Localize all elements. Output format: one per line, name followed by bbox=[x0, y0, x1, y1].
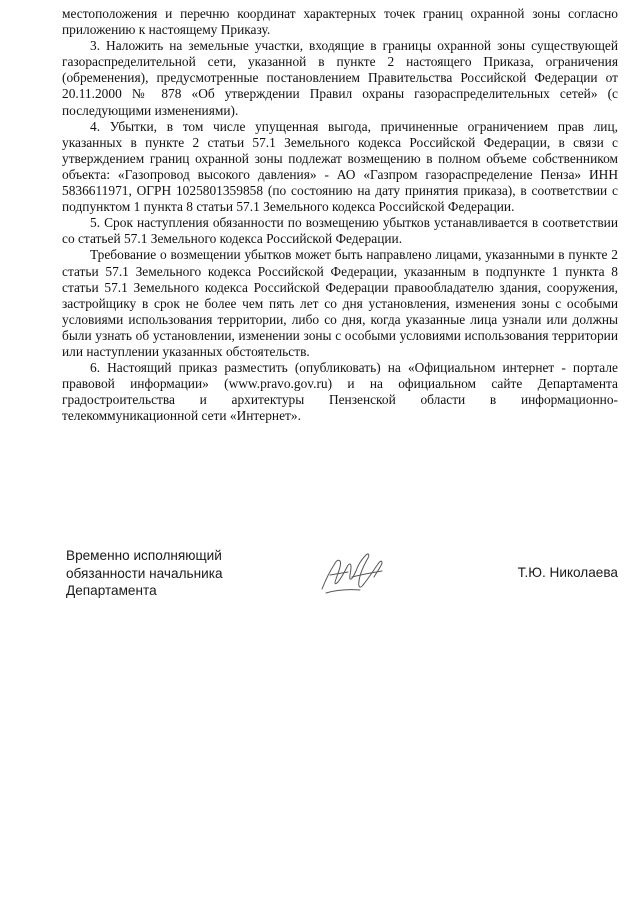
paragraph-item-3: 3. Наложить на земельные участки, входящие в границы охранной зоны существующей газораспределительной сети, указанной в пункте 2 настоящего Приказа, ограничения (обременения), предусмотренные постановлением Правительства Российской Федерации от 20.11.2000 № 878 «Об утверждении Правил охраны газораспределительных сетей» (с последующими изменениями). bbox=[62, 38, 618, 118]
signature-block bbox=[66, 547, 618, 607]
paragraph-claims: Требование о возмещении убытков может быть направлено лицами, указанными в пункте 2 статьи 57.1 Земельного кодекса Российской Федерации, указанным в подпункте 1 пункта 8 статьи 57.1 Земельного кодекса Российской Федерации правообладателю здания, сооружения, застройщику в срок не более чем пять лет со дня установления, изменения зоны с особыми условиями использования территории, либо со дня, когда указанные лица узнали или должны были узнать об установлении, изменении зоны с особыми условиями использования территории или наступлении указанных обстоятельств. bbox=[62, 247, 618, 359]
document-body bbox=[62, 6, 618, 424]
paragraph-location: местоположения и перечню координат характерных точек границ охранной зоны согласно приложению к настоящему Приказу. bbox=[62, 6, 618, 38]
signatory-position-line-2: обязанности начальника bbox=[66, 565, 223, 581]
paragraph-item-5: 5. Срок наступления обязанности по возмещению убытков устанавливается в соответствии со статьей 57.1 Земельного кодекса Российской Федерации. bbox=[62, 215, 618, 247]
signatory-position-line-1: Временно исполняющий bbox=[66, 548, 222, 563]
signatory-name: Т.Ю. Николаева bbox=[517, 565, 618, 580]
signatory-position-line-3: Департамента bbox=[66, 583, 157, 598]
paragraph-item-6: 6. Настоящий приказ разместить (опубликовать) на «Официальном интернет - портале правовой информации» (www.pravo.gov.ru) и на официальном сайте Департамента градостроительства и архитектуры Пензенской области в информационно-телекоммуникационной сети «Интернет». bbox=[62, 360, 618, 424]
signatory-position bbox=[66, 547, 223, 600]
paragraph-item-4: 4. Убытки, в том числе упущенная выгода, причиненные ограничением прав лиц, указанных в пункте 2 статьи 57.1 Земельного кодекса Российской Федерации, в связи с утверждением границ охранной зоны подлежат возмещению в полном объеме собственником объекта: «Газопровод высокого давления» - АО «Газпром газораспределение Пенза» ИНН 5836611971, ОГРН 1025801359858 (по состоянию на дату принятия приказа), в соответствии с подпунктом 1 пункта 8 статьи 57.1 Земельного кодекса Российской Федерации. bbox=[62, 118, 618, 215]
handwritten-signature bbox=[316, 549, 392, 595]
